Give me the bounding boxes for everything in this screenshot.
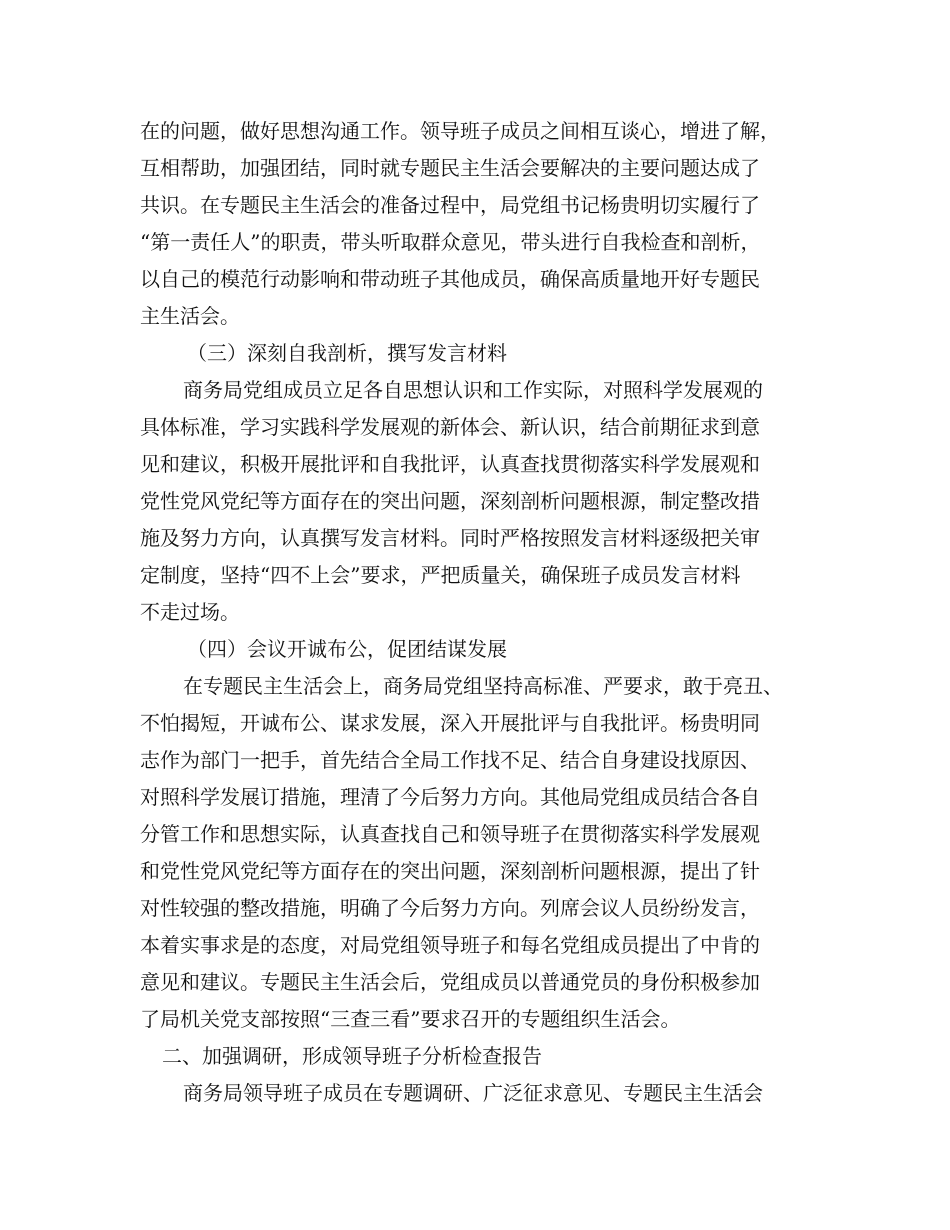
section-heading: （三）深刻自我剖析，撰写发言材料 xyxy=(187,341,507,365)
text-line: 本着实事求是的态度，对局党组领导班子和每名党组成员提出了中肯的 xyxy=(140,933,760,957)
text-line: 志作为部门一把手，首先结合全局工作找不足、结合自身建设找原因、 xyxy=(140,748,760,772)
text-line: 商务局党组成员立足各自思想认识和工作实际，对照科学发展观的 xyxy=(183,378,763,402)
text-line: “第一责任人”的职责，带头听取群众意见，带头进行自我检查和剖析， xyxy=(140,230,761,254)
text-line: 具体标准，学习实践科学发展观的新体会、新认识，结合前期征求到意 xyxy=(140,415,760,439)
text-line: 分管工作和思想实际，认真查找自己和领导班子在贯彻落实科学发展观 xyxy=(140,822,760,846)
text-line: 不怕揭短，开诚布公、谋求发展，深入开展批评与自我批评。杨贵明同 xyxy=(140,711,760,735)
text-line: 施及努力方向，认真撰写发言材料。同时严格按照发言材料逐级把关审 xyxy=(140,526,760,550)
text-line: 见和建议，积极开展批评和自我批评，认真查找贯彻落实科学发展观和 xyxy=(140,452,760,476)
text-line: 意见和建议。专题民主生活会后，党组成员以普通党员的身份积极参加 xyxy=(140,970,760,994)
text-line: 和党性党风党纪等方面存在的突出问题，深刻剖析问题根源，提出了针 xyxy=(140,859,760,883)
text-line: 主生活会。 xyxy=(140,304,240,328)
text-line: 在专题民主生活会上，商务局党组坚持高标准、严要求，敢于亮丑、 xyxy=(183,674,783,698)
text-line: 共识。在专题民主生活会的准备过程中，局党组书记杨贵明切实履行了 xyxy=(140,193,760,217)
section-heading: 二、加强调研，形成领导班子分析检查报告 xyxy=(162,1044,542,1068)
text-line: 不走过场。 xyxy=(140,600,240,624)
text-line: 以自己的模范行动影响和带动班子其他成员，确保高质量地开好专题民 xyxy=(140,267,760,291)
text-line: 定制度，坚持“四不上会”要求，严把质量关，确保班子成员发言材料 xyxy=(140,563,741,587)
text-line: 对照科学发展订措施，理清了今后努力方向。其他局党组成员结合各自 xyxy=(140,785,760,809)
text-line: 互相帮助，加强团结，同时就专题民主生活会要解决的主要问题达成了 xyxy=(140,156,760,180)
section-heading: （四）会议开诚布公，促团结谋发展 xyxy=(187,637,507,661)
text-line: 了局机关党支部按照“三查三看”要求召开的专题组织生活会。 xyxy=(140,1007,681,1031)
text-line: 商务局领导班子成员在专题调研、广泛征求意见、专题民主生活会 xyxy=(183,1081,763,1105)
document-body xyxy=(140,113,830,1112)
text-line: 对性较强的整改措施，明确了今后努力方向。列席会议人员纷纷发言， xyxy=(140,896,760,920)
text-line: 党性党风党纪等方面存在的突出问题，深刻剖析问题根源，制定整改措 xyxy=(140,489,760,513)
text-line: 在的问题，做好思想沟通工作。领导班子成员之间相互谈心，增进了解， xyxy=(140,119,780,143)
